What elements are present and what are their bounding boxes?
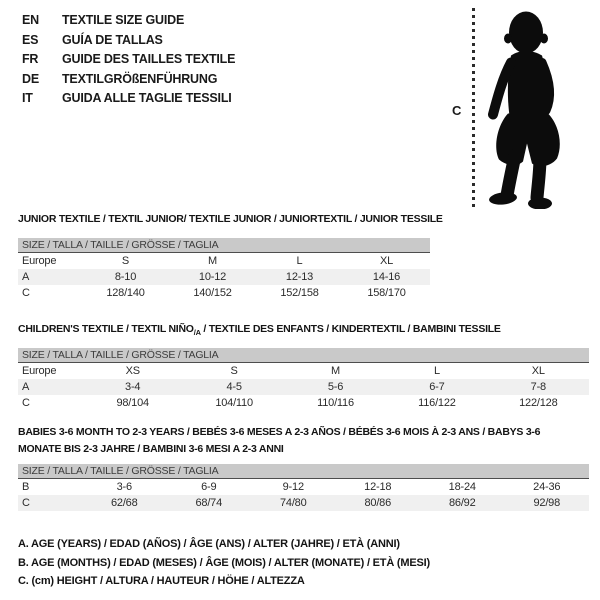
row-label: C xyxy=(22,287,30,299)
size-cell: 110/116 xyxy=(317,397,354,409)
babies-size-table xyxy=(18,464,589,511)
language-title: GUÍA DE TALLAS xyxy=(62,32,163,47)
baby-silhouette-image xyxy=(480,6,580,209)
language-title: TEXTILGRÖßENFÜHRUNG xyxy=(62,71,218,86)
table-row xyxy=(18,395,589,411)
size-cell: 158/170 xyxy=(367,287,406,299)
size-cell: M xyxy=(331,365,340,377)
babies-table-title: BABIES 3-6 MONTH TO 2-3 YEARS / BEBÉS 3-6 MESES A 2-3 AÑOS / BÉBÉS 3-6 MOIS À 2-3 ANS / BABYS 3-6 MONATE BIS 2-3 JAHRE / BAMBINI 3-6 MESI A 2-3 ANNI xyxy=(18,426,541,455)
size-cell: 3-4 xyxy=(125,381,141,393)
size-cell: 3-6 xyxy=(116,481,132,493)
size-cell: 74/80 xyxy=(279,497,307,509)
row-label: Europe xyxy=(22,365,57,377)
junior-size-table xyxy=(18,238,430,301)
table-row xyxy=(18,269,430,285)
row-label: A xyxy=(22,381,30,393)
size-cell: 8-10 xyxy=(114,271,137,283)
size-cell: 6-9 xyxy=(201,481,217,493)
size-cell: 9-12 xyxy=(282,481,304,493)
children-title-pre: CHILDREN'S TEXTILE / TEXTIL NIÑO xyxy=(18,323,194,335)
size-cell: 140/152 xyxy=(193,287,232,299)
size-cell: 12-18 xyxy=(364,481,392,493)
size-cell: 152/158 xyxy=(280,287,319,299)
size-cell: 7-8 xyxy=(530,381,546,393)
size-cell: 10-12 xyxy=(198,271,227,283)
children-title-sub: /A xyxy=(193,328,201,338)
table-row xyxy=(18,363,589,379)
row-label: A xyxy=(22,271,30,283)
size-cell: 4-5 xyxy=(226,381,242,393)
size-cell: 92/98 xyxy=(533,497,561,509)
children-title-post: / TEXTILE DES ENFANTS / KINDERTEXTIL / BAMBINI TESSILE xyxy=(200,323,501,335)
size-cell: XL xyxy=(531,365,545,377)
language-code: ES xyxy=(22,32,39,47)
size-cell: 12-13 xyxy=(285,271,314,283)
language-code: IT xyxy=(22,91,33,105)
size-header-row: SIZE / TALLA / TAILLE / GRÖSSE / TAGLIA xyxy=(18,348,589,363)
language-row xyxy=(22,70,235,90)
height-measure-label: C xyxy=(452,103,462,118)
size-cell: 5-6 xyxy=(327,381,344,393)
size-cell: 98/104 xyxy=(116,397,149,409)
language-title: GUIDA ALLE TAGLIE TESSILI xyxy=(62,91,232,105)
size-cell: 122/128 xyxy=(519,397,558,409)
language-row xyxy=(22,31,235,51)
language-title: TEXTILE SIZE GUIDE xyxy=(62,13,185,27)
size-cell: 116/122 xyxy=(418,397,456,409)
size-cell: 68/74 xyxy=(195,497,223,509)
size-cell: 62/68 xyxy=(110,497,138,509)
row-label: C xyxy=(22,497,30,509)
row-label: B xyxy=(22,481,30,493)
size-cell: XL xyxy=(379,255,394,267)
height-measure-dashed-line xyxy=(472,8,475,210)
size-cell: S xyxy=(230,365,238,377)
size-cell: S xyxy=(121,255,130,267)
size-cell: 18-24 xyxy=(448,481,476,493)
language-code: FR xyxy=(22,52,39,66)
table-row xyxy=(18,253,430,269)
language-code: DE xyxy=(22,71,39,86)
language-title-list xyxy=(22,11,235,109)
size-cell: XS xyxy=(125,365,140,377)
legend-line: A. AGE (YEARS) / EDAD (AÑOS) / ÂGE (ANS) / ALTER (JAHRE) / ETÀ (ANNI) xyxy=(18,538,400,550)
language-row xyxy=(22,11,235,31)
table-row xyxy=(18,285,430,301)
language-row xyxy=(22,50,235,70)
size-cell: L xyxy=(296,255,303,267)
language-row xyxy=(22,89,235,109)
legend-line: B. AGE (MONTHS) / EDAD (MESES) / ÂGE (MOIS) / ALTER (MONATE) / ETÀ (MESI) xyxy=(18,556,430,569)
row-label: C xyxy=(22,397,30,409)
table-row xyxy=(18,495,589,511)
row-label: Europe xyxy=(22,255,57,267)
children-size-table xyxy=(18,348,589,411)
size-cell: 128/140 xyxy=(106,287,145,299)
size-header-row: SIZE / TALLA / TAILLE / GRÖSSE / TAGLIA xyxy=(18,238,430,253)
language-code: EN xyxy=(22,13,39,27)
junior-table-title: JUNIOR TEXTILE / TEXTIL JUNIOR/ TEXTILE JUNIOR / JUNIORTEXTIL / JUNIOR TESSILE xyxy=(18,213,443,225)
size-cell: M xyxy=(208,255,217,267)
children-table-title xyxy=(18,323,501,337)
legend-line: C. (cm) HEIGHT / ALTURA / HAUTEUR / HÖHE / ALTEZZA xyxy=(18,575,305,587)
size-cell: 6-7 xyxy=(429,381,445,393)
size-header-row: SIZE / TALLA / TAILLE / GRÖSSE / TAGLIA xyxy=(18,464,589,479)
size-cell: 80/86 xyxy=(364,497,392,509)
table-row xyxy=(18,379,589,395)
size-cell: 24-36 xyxy=(533,481,561,493)
size-cell: 14-16 xyxy=(372,271,401,283)
language-title: GUIDE DES TAILLES TEXTILE xyxy=(62,52,236,66)
table-row xyxy=(18,479,589,495)
size-cell: L xyxy=(433,365,440,377)
size-cell: 86/92 xyxy=(448,497,476,509)
size-cell: 104/110 xyxy=(215,397,253,409)
abbreviation-legend xyxy=(18,535,430,591)
